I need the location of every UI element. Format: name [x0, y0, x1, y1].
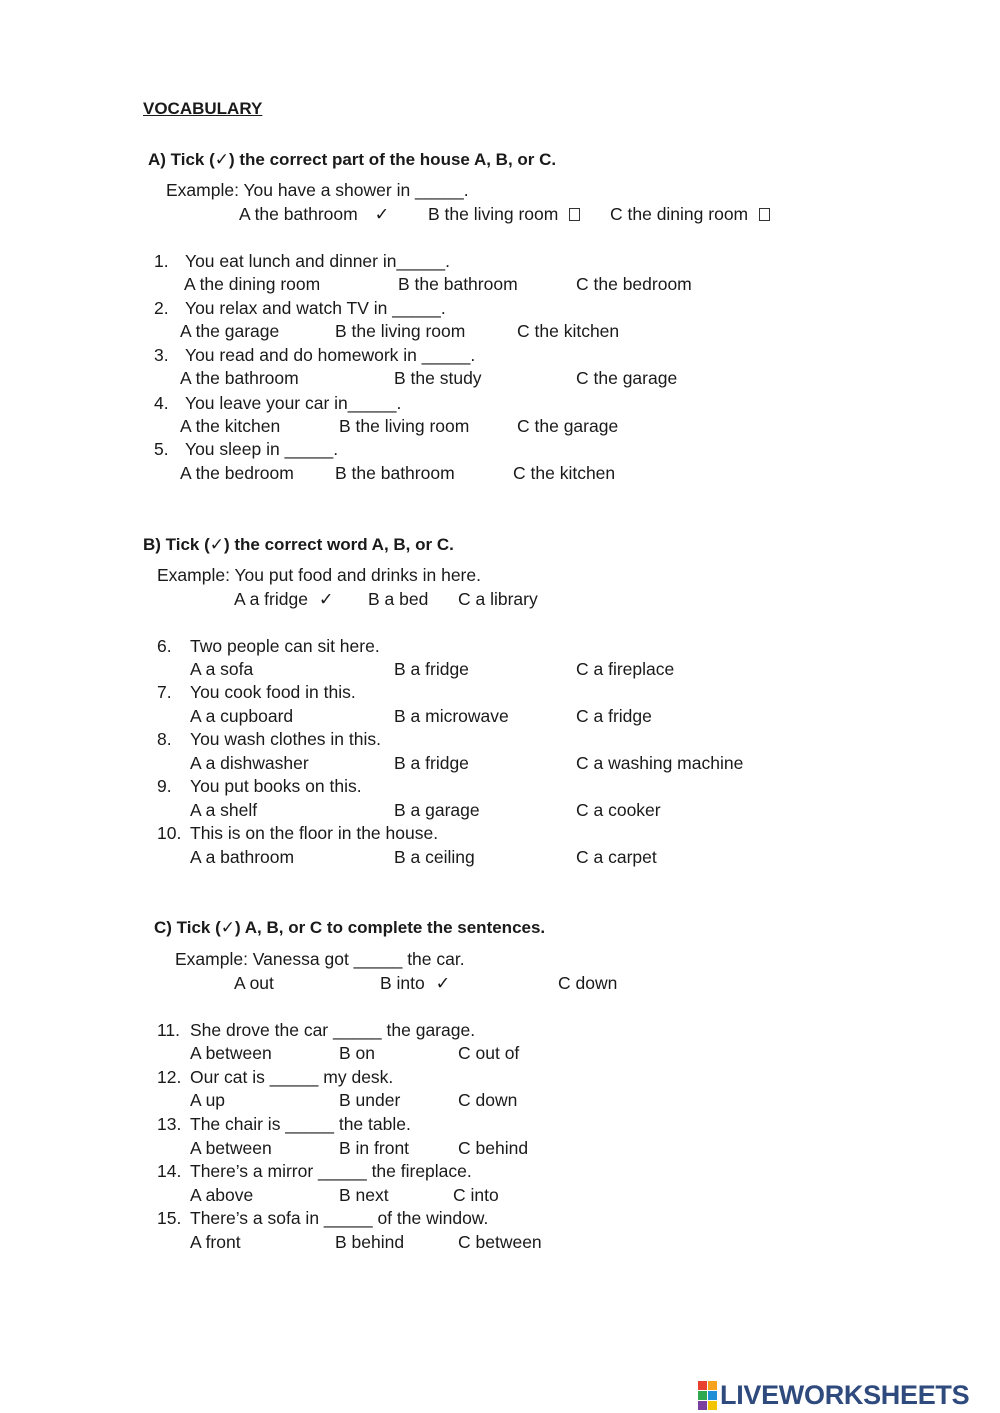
option-c[interactable]: C the kitchen — [517, 321, 620, 341]
question-text: Our cat is _____ my desk. — [190, 1067, 394, 1087]
option-a[interactable]: A a shelf — [190, 800, 258, 820]
question-number: 11. — [157, 1020, 181, 1040]
option-b[interactable]: B a garage — [394, 800, 480, 820]
section-c-instruction: C) Tick (✓) A, B, or C to complete the sentences. — [154, 918, 546, 937]
option-b[interactable]: B in front — [339, 1138, 410, 1158]
option-b[interactable]: B the bathroom — [398, 274, 518, 294]
option-label: B the living room — [428, 204, 559, 224]
section-c-example-option-a[interactable]: A out — [234, 973, 274, 993]
option-b[interactable]: B a microwave — [394, 706, 509, 726]
option-b[interactable]: B behind — [335, 1232, 405, 1252]
option-label: C the dining room — [610, 204, 749, 224]
question-number: 3. — [154, 345, 169, 365]
question-text: You eat lunch and dinner in_____. — [185, 251, 450, 271]
option-b[interactable]: B the study — [394, 368, 482, 388]
option-a[interactable]: A the kitchen — [180, 416, 281, 436]
question-text: You cook food in this. — [190, 682, 356, 702]
logo-tile — [708, 1381, 717, 1390]
option-c[interactable]: C a carpet — [576, 847, 657, 867]
question-number: 10. — [157, 823, 182, 843]
question-text: Two people can sit here. — [190, 636, 380, 656]
liveworksheets-logo[interactable] — [698, 1380, 969, 1410]
question-number: 2. — [154, 298, 169, 318]
option-a[interactable]: A between — [190, 1043, 272, 1063]
section-b-example-option-b[interactable]: B a bed — [368, 589, 429, 609]
option-c[interactable]: C out of — [458, 1043, 520, 1063]
option-c[interactable]: C a washing machine — [576, 753, 744, 773]
option-a[interactable]: A up — [190, 1090, 226, 1110]
section-b-example-option-a[interactable] — [234, 591, 334, 610]
question-number: 12. — [157, 1067, 182, 1087]
option-b[interactable]: B the living room — [335, 321, 466, 341]
option-c[interactable]: C the kitchen — [513, 463, 616, 483]
section-a-example-option-c[interactable] — [610, 206, 770, 224]
question-text: There’s a sofa in _____ of the window. — [190, 1208, 489, 1228]
option-a[interactable]: A a cupboard — [190, 706, 294, 726]
option-c[interactable]: C a cooker — [576, 800, 661, 820]
option-a[interactable]: A the bedroom — [180, 463, 294, 483]
option-b[interactable]: B the bathroom — [335, 463, 455, 483]
option-c[interactable]: C the garage — [517, 416, 619, 436]
section-a-example-text: Example: You have a shower in _____. — [166, 180, 469, 200]
option-b[interactable]: B the living room — [339, 416, 470, 436]
option-b[interactable]: B a fridge — [394, 659, 469, 679]
empty-box-icon — [759, 208, 770, 221]
option-label: B into — [380, 973, 425, 993]
option-c[interactable]: C a fridge — [576, 706, 652, 726]
question-number: 1. — [154, 251, 169, 271]
section-b-instruction: B) Tick (✓) the correct word A, B, or C. — [143, 535, 454, 554]
logo-tile — [698, 1391, 707, 1400]
section-c-example-text: Example: Vanessa got _____ the car. — [175, 949, 465, 969]
option-b[interactable]: B a fridge — [394, 753, 469, 773]
section-c-example-option-c[interactable]: C down — [558, 973, 618, 993]
question-text: You put books on this. — [190, 776, 362, 796]
question-number: 9. — [157, 776, 172, 796]
option-a[interactable]: A the garage — [180, 321, 280, 341]
question-text: This is on the floor in the house. — [190, 823, 439, 843]
section-a-instruction: A) Tick (✓) the correct part of the house A, B, or C. — [148, 150, 557, 169]
question-text: You wash clothes in this. — [190, 729, 381, 749]
logo-tile — [708, 1401, 717, 1410]
question-text: You read and do homework in _____. — [185, 345, 476, 365]
question-number: 4. — [154, 393, 169, 413]
option-b[interactable]: B a ceiling — [394, 847, 475, 867]
option-c[interactable]: C the bedroom — [576, 274, 692, 294]
question-number: 6. — [157, 636, 172, 656]
question-number: 13. — [157, 1114, 182, 1134]
logo-text: LIVEWORKSHEETS — [720, 1379, 970, 1410]
logo-tile — [698, 1381, 707, 1390]
check-mark-icon: ✓ — [435, 974, 451, 994]
option-b[interactable]: B next — [339, 1185, 389, 1205]
option-b[interactable]: B on — [339, 1043, 375, 1063]
section-c-example-option-b[interactable] — [380, 975, 450, 994]
logo-tile — [708, 1391, 717, 1400]
logo-tile — [698, 1401, 707, 1410]
option-c[interactable]: C a fireplace — [576, 659, 675, 679]
option-c[interactable]: C the garage — [576, 368, 678, 388]
check-mark-icon: ✓ — [374, 205, 390, 225]
section-a-example-option-b[interactable] — [428, 206, 580, 224]
option-c[interactable]: C into — [453, 1185, 499, 1205]
question-number: 14. — [157, 1161, 182, 1181]
empty-box-icon — [569, 208, 580, 221]
option-a[interactable]: A between — [190, 1138, 272, 1158]
question-number: 15. — [157, 1208, 182, 1228]
option-a[interactable]: A the dining room — [184, 274, 321, 294]
section-b-example-text: Example: You put food and drinks in here. — [157, 565, 481, 585]
option-b[interactable]: B under — [339, 1090, 401, 1110]
question-text: You relax and watch TV in _____. — [185, 298, 446, 318]
option-a[interactable]: A above — [190, 1185, 254, 1205]
page-title: VOCABULARY — [143, 99, 263, 118]
question-text: You sleep in _____. — [185, 439, 339, 459]
option-a[interactable]: A a bathroom — [190, 847, 295, 867]
question-text: The chair is _____ the table. — [190, 1114, 411, 1134]
question-number: 7. — [157, 682, 172, 702]
option-c[interactable]: C between — [458, 1232, 542, 1252]
option-c[interactable]: C down — [458, 1090, 518, 1110]
option-a[interactable]: A the bathroom — [180, 368, 299, 388]
section-b-example-option-c[interactable]: C a library — [458, 589, 538, 609]
question-text: You leave your car in_____. — [185, 393, 402, 413]
option-a[interactable]: A a dishwasher — [190, 753, 309, 773]
question-text: There’s a mirror _____ the fireplace. — [190, 1161, 472, 1181]
option-a[interactable]: A front — [190, 1232, 241, 1252]
option-label: A the bathroom — [239, 204, 358, 224]
check-mark-icon: ✓ — [318, 590, 334, 610]
question-number: 8. — [157, 729, 172, 749]
section-a-example-option-a[interactable] — [239, 206, 389, 225]
option-a[interactable]: A a sofa — [190, 659, 254, 679]
question-number: 5. — [154, 439, 169, 459]
question-text: She drove the car _____ the garage. — [190, 1020, 476, 1040]
liveworksheets-logo-icon — [698, 1381, 717, 1410]
option-c[interactable]: C behind — [458, 1138, 529, 1158]
option-label: A a fridge — [234, 589, 308, 609]
